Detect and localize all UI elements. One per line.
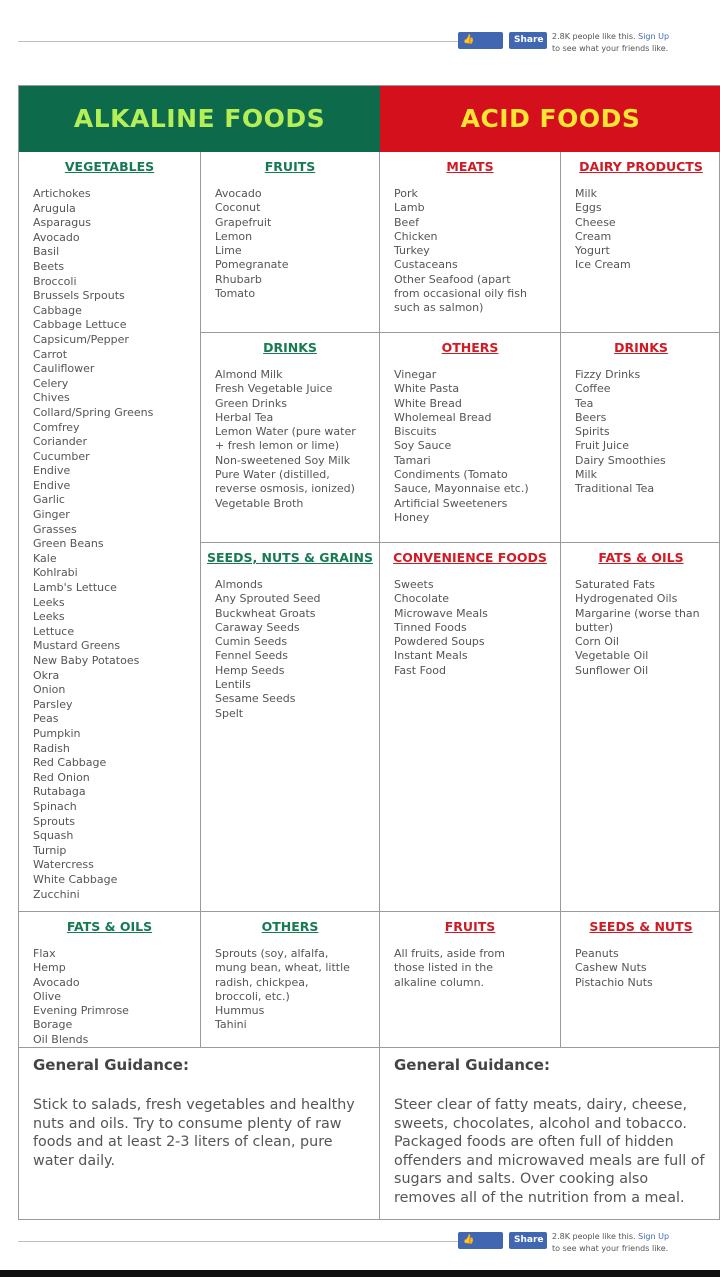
list-item: Dairy Smoothies — [575, 453, 666, 467]
list-item: Cashew Nuts — [575, 961, 647, 975]
alkaline-fruits-cell — [201, 152, 380, 333]
acid-meats-cell — [380, 152, 561, 333]
list-item: Peanuts — [575, 947, 619, 960]
guidance-text: Steer clear of fatty meats, dairy, cheese, sweets, chocolates, alcohol and tobacco. Packaged foods are often full of hidden offenders and microwaved meals are full of sugars and salts. Over cooking also removes all of the nutrition from a meal. — [394, 1097, 705, 1206]
list-item: Avocado — [33, 975, 80, 989]
facebook-like-text: 2.8K people like this. Sign Up to see what your friends like. — [552, 1232, 670, 1253]
list-item: Squash — [33, 829, 74, 843]
list-item: Coconut — [215, 201, 261, 215]
acid-guidance — [380, 1048, 720, 1219]
list-item: Vegetable Broth — [215, 496, 304, 510]
drinks-list — [575, 368, 720, 497]
list-item: Pomegranate — [215, 258, 289, 272]
list-item: Coffee — [575, 382, 611, 396]
section-title: DRINKS — [614, 340, 668, 355]
list-item: Tamari — [394, 453, 431, 467]
fats-list — [575, 578, 720, 678]
list-item: Okra — [33, 668, 60, 682]
list-item: Parsley — [33, 697, 73, 711]
list-item: Sesame Seeds — [215, 692, 296, 706]
list-item: Tahini — [215, 1018, 247, 1032]
list-item: Lamb's Lettuce — [33, 581, 117, 595]
list-item: Fruit Juice — [575, 439, 629, 453]
list-item: Red Cabbage — [33, 756, 107, 770]
fruits-list — [215, 187, 379, 301]
acid-fruits-cell — [380, 912, 561, 1048]
list-item: Eggs — [575, 201, 602, 215]
list-item: Capsicum/Pepper — [33, 332, 129, 346]
list-item: Cucumber — [33, 449, 90, 463]
list-item: Evening Primrose — [33, 1004, 129, 1018]
list-item: Chicken — [394, 229, 438, 243]
list-item: + fresh lemon or lime) — [215, 439, 340, 453]
divider — [18, 1241, 458, 1242]
list-item: Hemp — [33, 961, 66, 975]
list-item: Sprouts — [33, 814, 75, 828]
thumbs-up-icon: 👍 — [463, 35, 475, 45]
list-item: Pistachio Nuts — [575, 975, 653, 989]
list-item: Beers — [575, 410, 607, 424]
section-title: VEGETABLES — [64, 159, 155, 174]
list-item: Instant Meals — [394, 649, 468, 663]
list-item: Microwave Meals — [394, 606, 488, 620]
alkaline-others-cell — [201, 912, 380, 1048]
alkaline-vegetables-cell — [19, 152, 201, 912]
bottom-bar — [0, 1270, 720, 1277]
fats-list — [33, 947, 200, 1047]
divider — [18, 41, 458, 42]
list-item: Brussels Srpouts — [33, 289, 125, 303]
list-item: Olive — [33, 989, 62, 1003]
list-item: Chocolate — [394, 592, 450, 606]
list-item: Vegetable Oil — [575, 649, 649, 663]
list-item: All fruits, aside from — [394, 947, 505, 960]
fruits-list — [394, 947, 560, 990]
list-item: Kohlrabi — [33, 566, 78, 580]
list-item: Biscuits — [394, 425, 437, 439]
thumbs-up-icon: 👍 — [463, 1235, 475, 1245]
list-item: Corn Oil — [575, 635, 619, 649]
list-item: Honey — [394, 510, 430, 524]
list-item: Sauce, Mayonnaise etc.) — [394, 482, 529, 496]
list-item: Fizzy Drinks — [575, 368, 641, 381]
list-item: Traditional Tea — [575, 482, 655, 496]
facebook-share-button[interactable]: Share — [509, 1232, 547, 1249]
list-item: Cumin Seeds — [215, 635, 288, 649]
vegetables-list — [33, 187, 200, 902]
list-item: Any Sprouted Seed — [215, 592, 321, 606]
list-item: Celery — [33, 376, 69, 390]
list-item: Collard/Spring Greens — [33, 405, 154, 419]
alkaline-fats-cell — [19, 912, 201, 1048]
guidance-title: General Guidance: — [394, 1056, 550, 1074]
list-item: New Baby Potatoes — [33, 654, 140, 667]
list-item: Fast Food — [394, 663, 446, 677]
list-item: White Bread — [394, 396, 462, 410]
list-item: Watercress — [33, 858, 94, 872]
section-title: MEATS — [446, 159, 494, 174]
facebook-like-button[interactable]: 👍 Like — [458, 1232, 503, 1249]
list-item: Almond Milk — [215, 368, 283, 381]
sign-up-link[interactable]: Sign Up — [638, 32, 670, 41]
list-item: Red Onion — [33, 770, 90, 784]
list-item: Broccoli — [33, 274, 77, 288]
list-item: Cabbage — [33, 303, 82, 317]
list-item: Buckwheat Groats — [215, 606, 316, 620]
list-item: from occasional oily fish — [394, 287, 527, 301]
list-item: Basil — [33, 245, 60, 259]
list-item: White Cabbage — [33, 872, 118, 886]
list-item: such as salmon) — [394, 301, 484, 315]
acid-drinks-cell — [561, 333, 720, 543]
list-item: mung bean, wheat, little — [215, 961, 350, 975]
list-item: Leeks — [33, 610, 65, 624]
list-item: Avocado — [215, 187, 262, 200]
list-item: Pork — [394, 187, 418, 200]
list-item: Sweets — [394, 578, 434, 591]
list-item: radish, chickpea, — [215, 975, 309, 989]
list-item: Leeks — [33, 595, 65, 609]
list-item: Artichokes — [33, 187, 91, 200]
list-item: Cauliflower — [33, 362, 95, 376]
list-item: Margarine (worse than — [575, 606, 700, 620]
list-item: Fresh Vegetable Juice — [215, 382, 333, 396]
dairy-list — [575, 187, 720, 273]
list-item: Beef — [394, 215, 419, 229]
list-item: Lamb — [394, 201, 425, 215]
guidance-title: General Guidance: — [33, 1056, 189, 1074]
list-item: Lime — [215, 244, 242, 258]
acid-header: ACID FOODS — [380, 86, 720, 152]
list-item: Almonds — [215, 578, 263, 591]
list-item: Mustard Greens — [33, 639, 121, 653]
list-item: Zucchini — [33, 887, 80, 901]
list-item: Saturated Fats — [575, 578, 655, 591]
list-item: Tea — [575, 396, 594, 410]
food-chart-table — [18, 85, 720, 1220]
list-item: Comfrey — [33, 420, 80, 434]
list-item: Garlic — [33, 493, 65, 507]
alkaline-seeds-cell — [201, 543, 380, 912]
list-item: Carrot — [33, 347, 68, 361]
list-item: Soy Sauce — [394, 439, 452, 453]
list-item: Oil Blends — [33, 1032, 89, 1046]
list-item: Condiments (Tomato — [394, 468, 508, 482]
list-item: Endive — [33, 478, 71, 492]
list-item: Spinach — [33, 799, 77, 813]
meats-list — [394, 187, 560, 316]
list-item: Spelt — [215, 706, 244, 720]
list-item: Other Seafood (apart — [394, 272, 511, 286]
list-item: Sunflower Oil — [575, 663, 649, 677]
list-item: those listed in the — [394, 961, 493, 975]
convenience-list — [394, 578, 560, 678]
list-item: Beets — [33, 259, 65, 273]
list-item: Coriander — [33, 435, 87, 449]
list-item: Turkey — [394, 244, 430, 258]
list-item: Caraway Seeds — [215, 620, 300, 634]
acid-others-cell — [380, 333, 561, 543]
list-item: Yogurt — [575, 244, 610, 258]
facebook-bar-bottom — [18, 1230, 720, 1270]
list-item: Herbal Tea — [215, 410, 274, 424]
section-title: SEEDS, NUTS & GRAINS — [207, 550, 373, 565]
list-item: Peas — [33, 712, 59, 726]
section-title: SEEDS & NUTS — [589, 919, 693, 934]
facebook-share-button[interactable]: Share — [509, 32, 547, 49]
list-item: Hummus — [215, 1004, 265, 1018]
section-title: FATS & OILS — [66, 919, 153, 934]
list-item: Spirits — [575, 425, 610, 439]
list-item: Pumpkin — [33, 726, 81, 740]
list-item: Milk — [575, 468, 597, 482]
list-item: Avocado — [33, 230, 80, 244]
acid-convenience-cell — [380, 543, 561, 912]
list-item: Lemon — [215, 229, 253, 243]
facebook-like-button[interactable]: 👍 Like — [458, 32, 503, 49]
others-list — [394, 368, 560, 525]
section-title: OTHERS — [441, 340, 499, 355]
acid-seeds-cell — [561, 912, 720, 1048]
list-item: Rutabaga — [33, 785, 86, 799]
section-title: FATS & OILS — [598, 550, 684, 565]
list-item: Turnip — [33, 843, 67, 857]
list-item: Non-sweetened Soy Milk — [215, 453, 351, 467]
alkaline-guidance — [19, 1048, 380, 1219]
list-item: White Pasta — [394, 382, 460, 396]
list-item: Pure Water (distilled, — [215, 468, 330, 482]
list-item: Tomato — [215, 287, 256, 301]
list-item: Lentils — [215, 678, 251, 692]
list-item: Vinegar — [394, 368, 437, 381]
list-item: Custaceans — [394, 258, 458, 272]
list-item: Borage — [33, 1018, 73, 1032]
section-title: DRINKS — [263, 340, 317, 355]
section-title: OTHERS — [261, 919, 319, 934]
seeds-list — [215, 578, 379, 721]
list-item: Ice Cream — [575, 258, 631, 272]
list-item: broccoli, etc.) — [215, 989, 290, 1003]
section-title: FRUITS — [444, 919, 496, 934]
list-item: Arugula — [33, 201, 76, 215]
acid-dairy-cell — [561, 152, 720, 333]
section-title: CONVENIENCE FOODS — [393, 550, 547, 565]
list-item: Sprouts (soy, alfalfa, — [215, 947, 329, 960]
list-item: Green Drinks — [215, 396, 287, 410]
list-item: Cabbage Lettuce — [33, 318, 127, 332]
list-item: Tinned Foods — [394, 620, 467, 634]
list-item: Lettuce — [33, 624, 75, 638]
list-item: Lemon Water (pure water — [215, 425, 356, 439]
list-item: Green Beans — [33, 537, 104, 551]
list-item: Grapefruit — [215, 215, 272, 229]
alkaline-drinks-cell — [201, 333, 380, 543]
list-item: Grasses — [33, 522, 77, 536]
list-item: Artificial Sweeteners — [394, 496, 508, 510]
list-item: Asparagus — [33, 216, 91, 230]
list-item: Flax — [33, 947, 56, 960]
list-item: Fennel Seeds — [215, 649, 288, 663]
section-title: FRUITS — [264, 159, 316, 174]
others-list — [215, 947, 379, 1033]
list-item: Cheese — [575, 215, 616, 229]
list-item: Rhubarb — [215, 272, 262, 286]
sign-up-link[interactable]: Sign Up — [638, 1232, 670, 1241]
list-item: Hydrogenated Oils — [575, 592, 678, 606]
list-item: alkaline column. — [394, 975, 485, 989]
list-item: Radish — [33, 741, 70, 755]
list-item: Ginger — [33, 508, 70, 522]
list-item: Cream — [575, 229, 612, 243]
list-item: Onion — [33, 683, 66, 697]
seeds-list — [575, 947, 720, 990]
list-item: butter) — [575, 620, 614, 634]
acid-fats-cell — [561, 543, 720, 912]
facebook-like-text: 2.8K people like this. Sign Up to see what your friends like. — [552, 32, 670, 53]
alkaline-header: ALKALINE FOODS — [19, 86, 380, 152]
list-item: Wholemeal Bread — [394, 410, 492, 424]
list-item: Endive — [33, 464, 71, 478]
list-item: Powdered Soups — [394, 635, 485, 649]
list-item: reverse osmosis, ionized) — [215, 482, 355, 496]
guidance-text: Stick to salads, fresh vegetables and healthy nuts and oils. Try to consume plenty of raw foods and at least 2-3 liters of clean, pure water daily. — [33, 1097, 355, 1169]
list-item: Milk — [575, 187, 597, 200]
list-item: Hemp Seeds — [215, 663, 285, 677]
section-title: DAIRY PRODUCTS — [579, 159, 703, 174]
facebook-bar-top — [18, 30, 720, 70]
list-item: Kale — [33, 551, 57, 565]
list-item: Chives — [33, 391, 70, 405]
drinks-list — [215, 368, 379, 511]
